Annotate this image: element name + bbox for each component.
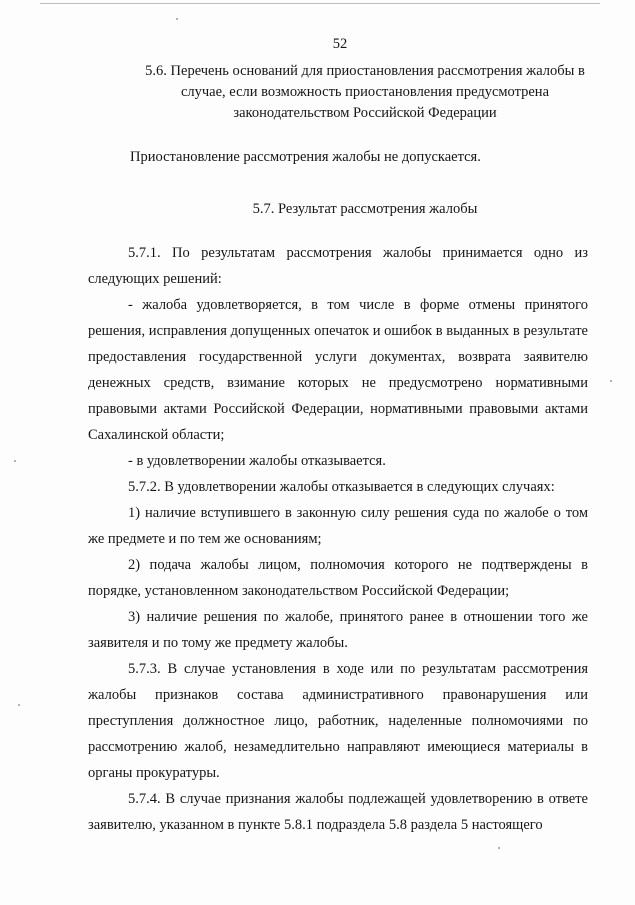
paragraph-refusal-case-3: 3) наличие решения по жалобе, принятого ранее в отношении того же заявителя и по тому же предмету жалобы. — [88, 609, 588, 651]
page-number: 52 — [332, 36, 348, 52]
paragraph-5-7-4: 5.7.4. В случае признания жалобы подлежащей удовлетворению в ответе заявителю, указанном в пункте 5.8.1 подраздела 5.8 раздела 5 настоящего — [88, 791, 588, 833]
scan-speck — [14, 460, 16, 462]
scan-speck — [176, 18, 178, 20]
paragraph-5-7-1: 5.7.1. По результатам рассмотрения жалобы принимается одно из следующих решений: — [88, 245, 588, 287]
paragraph-5-7-3: 5.7.3. В случае установления в ходе или по результатам рассмотрения жалобы признаков состава административного правонарушения или преступления должностное лицо, работник, наделенные полномочиями по рассмотрению жалоб, незамедлительно направляют имеющиеся материалы в органы прокуратуры. — [88, 661, 588, 781]
scan-speck — [610, 380, 612, 382]
paragraph-5-7-2: 5.7.2. В удовлетворении жалобы отказывается в следующих случаях: — [128, 479, 555, 495]
scan-speck — [18, 704, 20, 706]
paragraph-decision-granted: - жалоба удовлетворяется, в том числе в форме отмены принятого решения, исправления допущенных опечаток и ошибок в выданных в результате предоставления государственной услуги документах, возврата заявителю денежных средств, взимание которых не предусмотрено нормативными правовыми актами Российской Федерации, нормативными правовыми актами Сахалинской области; — [88, 297, 588, 443]
scan-edge-line — [40, 3, 600, 4]
paragraph-refusal-case-2: 2) подача жалобы лицом, полномочия которого не подтверждены в порядке, установленном законодательством Российской Федерации; — [88, 557, 588, 599]
section-5-7-body — [88, 240, 588, 838]
paragraph-refusal-case-1: 1) наличие вступившего в законную силу решения суда по жалобе о том же предмете и по тем же основаниям; — [88, 505, 588, 547]
section-5-6-text: Приостановление рассмотрения жалобы не допускается. — [130, 149, 481, 165]
section-5-7-heading: 5.7. Результат рассмотрения жалобы — [252, 201, 478, 217]
section-5-6-heading: 5.6. Перечень оснований для приостановления рассмотрения жалобы в случае, если возможность приостановления предусмотрена законодательством Российской Федерации — [145, 63, 585, 121]
paragraph-decision-refused: - в удовлетворении жалобы отказывается. — [128, 453, 386, 469]
scan-speck — [498, 847, 500, 849]
